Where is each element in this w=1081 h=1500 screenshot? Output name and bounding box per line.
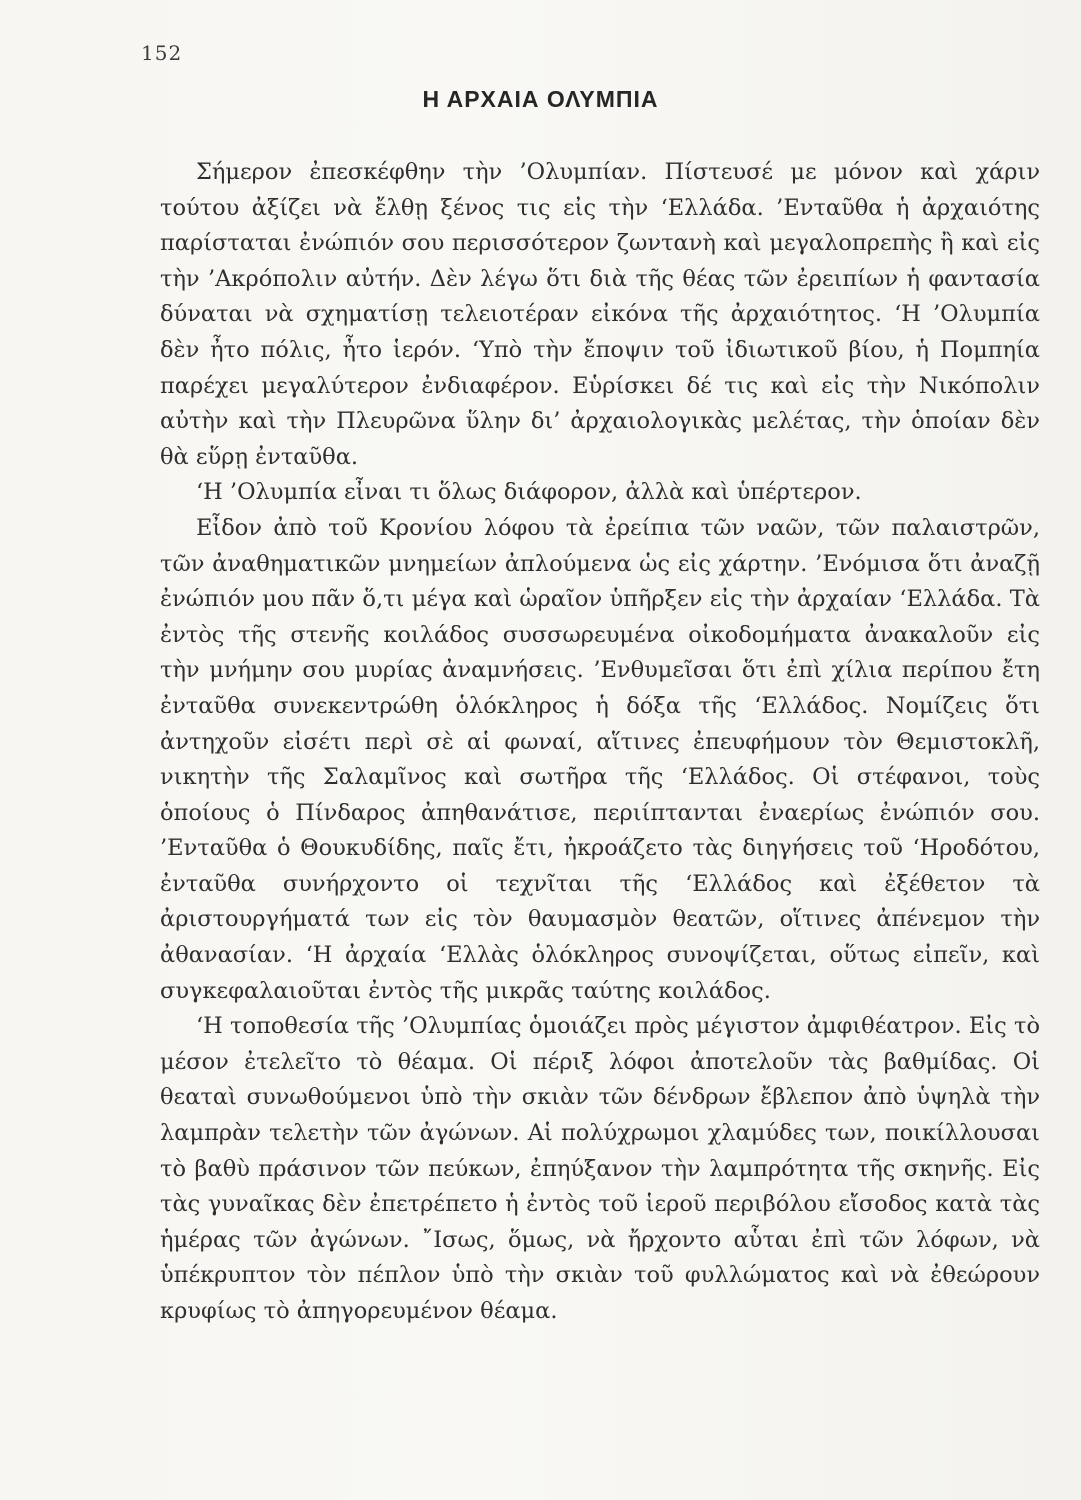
paragraph: Εἶδον ἀπὸ τοῦ Κρονίου λόφου τὰ ἐρείπια τῶν ναῶν, τῶν παλαιστρῶν, τῶν ἀναθηματικῶν μνημείων ἀπλούμενα ὡς εἰς χάρτην. ’Ενόμισα ὅτι ἀναζῇ ἐνώπιόν μου πᾶν ὅ,τι μέγα καὶ ὡραῖον ὑπῆρξεν εἰς τὴν ἀρχαίαν ‘Ελλάδα. Τὰ ἐντὸς τῆς στενῆς κοιλάδος συσσωρευμένα οἰκοδομήματα ἀνακαλοῦν εἰς τὴν μνήμην σου μυρίας ἀναμνήσεις. ’Ενθυμεῖσαι ὅτι ἐπὶ χίλια περίπου ἔτη ἐνταῦθα συνεκεντρώθη ὁλόκληρος ἡ δόξα τῆς ‘Ελλάδος. Νομίζεις ὅτι ἀντηχοῦν εἰσέτι περὶ σὲ αἱ φωναί, αἵτινες ἐπευφήμουν τὸν Θεμιστοκλῆ, νικητὴν τῆς Σαλαμῖνος καὶ σωτῆρα τῆς ‘Ελλάδος. Οἱ στέφανοι, τοὺς ὁποίους ὁ Πίνδαρος ἀπηθανάτισε, περιίπτανται ἐναερίως ἐνώπιόν σου. ’Ενταῦθα ὁ Θουκυδίδης, παῖς ἔτι, ἠκροάζετο τὰς διηγήσεις τοῦ ‘Ηροδότου, ἐνταῦθα συνήρχοντο οἱ τεχνῖται τῆς ‘Ελλάδος καὶ ἐξέθετον τὰ ἀριστουργήματά των εἰς τὸν θαυμασμὸν θεατῶν, οἵτινες ἀπένεμον τὴν ἀθανασίαν. ‘Η ἀρχαία ‘Ελλὰς ὁλόκληρος συνοψίζεται, οὕτως εἰπεῖν, καὶ συγκεφαλαιοῦται ἐντὸς τῆς μικρᾶς ταύτης κοιλάδος. [160,514,1040,1004]
paragraph: ‘Η ’Ολυμπία εἶναι τι ὅλως διάφορον, ἀλλὰ καὶ ὑπέρτερον. [196,479,862,506]
body-text [160,155,1040,1330]
chapter-title: Η ΑΡΧΑΙΑ ΟΛΥΜΠΙΑ [422,86,659,112]
paragraph: ‘Η τοποθεσία τῆς ’Ολυμπίας ὁμοιάζει πρὸς μέγιστον ἀμφιθέατρον. Εἰς τὸ μέσον ἐτελεῖτο τὸ θέαμα. Οἱ πέριξ λόφοι ἀποτελοῦν τὰς βαθμίδας. Οἱ θεαταὶ συνωθούμενοι ὑπὸ τὴν σκιὰν τῶν δένδρων ἔβλεπον ἀπὸ ὑψηλὰ τὴν λαμπρὰν τελετὴν τῶν ἀγώνων. Αἱ πολύχρωμοι χλαμύδες των, ποικίλλουσαι τὸ βαθὺ πράσινον τῶν πεύκων, ἐπηύξανον τὴν λαμπρότητα τῆς σκηνῆς. Εἰς τὰς γυναῖκας δὲν ἐπετρέπετο ἡ ἐντὸς τοῦ ἱεροῦ περιβόλου εἴσοδος κατὰ τὰς ἡμέρας τῶν ἀγώνων. ῎Ισως, ὅμως, νὰ ἤρχοντο αὗται ἐπὶ τῶν λόφων, νὰ ὑπέκρυπτον τὸν πέπλον ὑπὸ τὴν σκιὰν τοῦ φυλλώματος καὶ νὰ ἐθεώρουν κρυφίως τὸ ἀπηγορευμένον θέαμα. [160,1013,1040,1324]
page-number: 152 [141,41,183,65]
paragraph: Σήμερον ἐπεσκέφθην τὴν ’Ολυμπίαν. Πίστευσέ με μόνον καὶ χάριν τούτου ἀξίζει νὰ ἔλθῃ ξένος τις εἰς τὴν ‘Ελλάδα. ’Ενταῦθα ἡ ἀρχαιότης παρίσταται ἐνώπιόν σου περισσότερον ζωντανὴ καὶ μεγαλοπρεπὴς ἢ καὶ εἰς τὴν ’Ακρόπολιν αὐτήν. Δὲν λέγω ὅτι διὰ τῆς θέας τῶν ἐρειπίων ἡ φαντασία δύναται νὰ σχηματίσῃ τελειοτέραν εἰκόνα τῆς ἀρχαιότητος. ‘Η ’Ολυμπία δὲν ἦτο πόλις, ἦτο ἱερόν. ‘Υπὸ τὴν ἔποψιν τοῦ ἰδιωτικοῦ βίου, ἡ Πομπηία παρέχει μεγαλύτερον ἐνδιαφέρον. Εὑρίσκει δέ τις καὶ εἰς τὴν Νικόπολιν αὐτὴν καὶ τὴν Πλευρῶνα ὕλην δι’ ἀρχαιολογικὰς μελέτας, τὴν ὁποίαν δὲν θὰ εὕρῃ ἐνταῦθα. [160,159,1040,470]
